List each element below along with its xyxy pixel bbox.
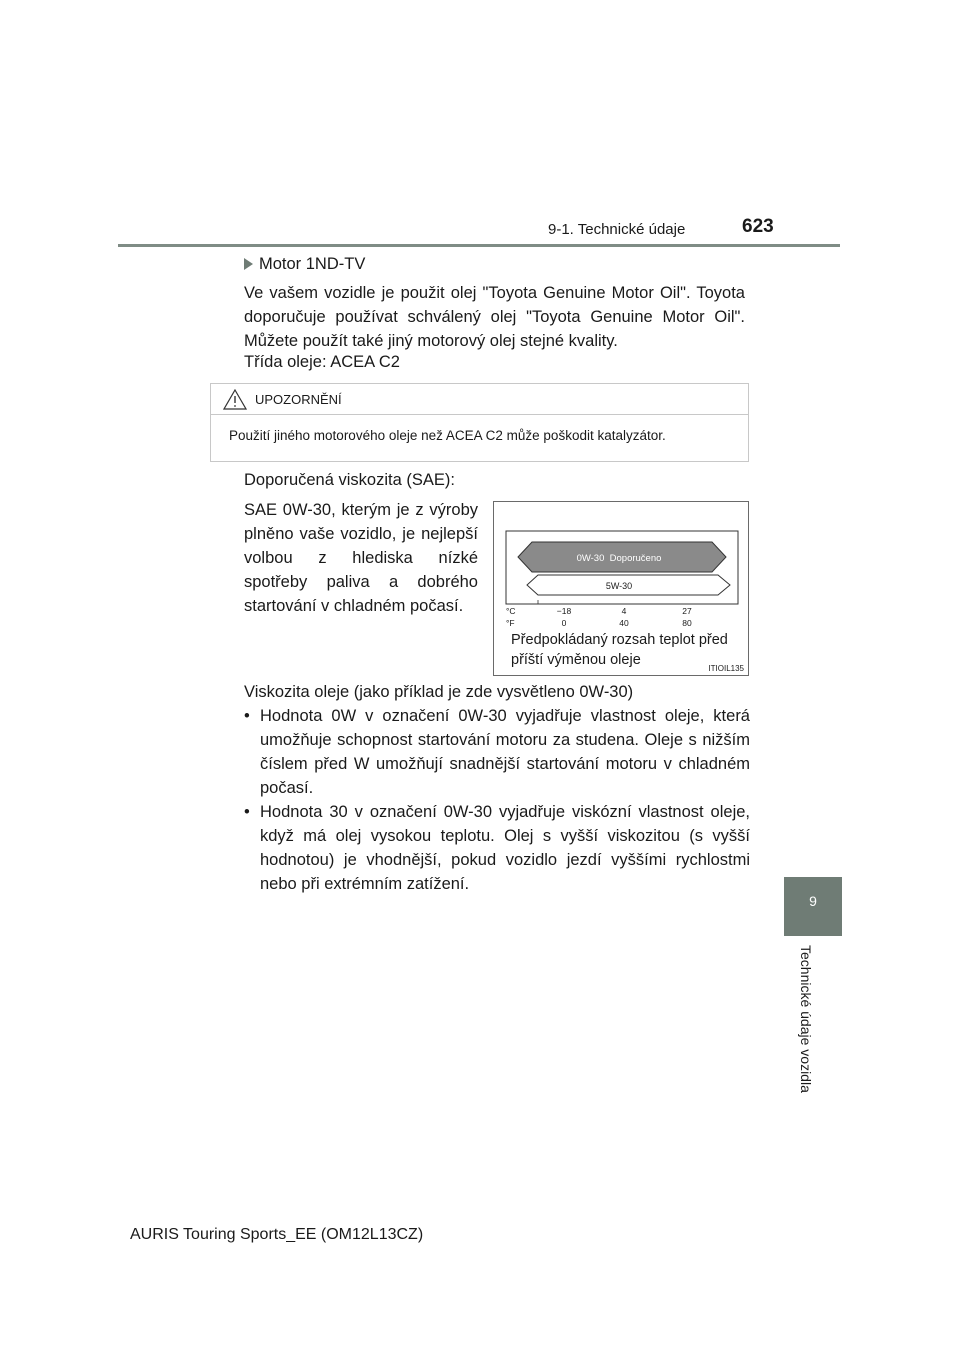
tick-f-3: 80	[682, 618, 692, 628]
bullet-text-0w: Hodnota 0W v označení 0W-30 vyjadřuje vlastnost oleje, která umožňuje schopnost startování motoru za studena. Oleje s nižším číslem před W umožňují snadnější startování motoru v chladném počasí.	[260, 707, 750, 797]
warning-triangle-icon	[223, 389, 247, 415]
caution-box	[210, 383, 749, 462]
chapter-title: Technické údaje vozidla	[798, 945, 814, 1093]
page-number: 623	[742, 216, 774, 237]
explanation-list	[244, 704, 750, 896]
caution-title: UPOZORNĚNÍ	[255, 392, 342, 407]
oil-class: Třída oleje: ACEA C2	[244, 353, 400, 371]
viscosity-paragraph: SAE 0W-30, kterým je z výroby plněno vaše vozidlo, je nejlepší volbou z hlediska nízké spotřeby paliva a dobrého startování v chladném počasí.	[244, 501, 478, 615]
list-item	[244, 800, 750, 896]
viscosity-heading: Doporučená viskozita (SAE):	[244, 471, 455, 489]
tick-f-2: 40	[619, 618, 629, 628]
example-heading: Viskozita oleje (jako příklad je zde vysvětleno 0W-30)	[244, 683, 634, 701]
chapter-number: 9	[809, 893, 817, 909]
header-divider	[118, 244, 840, 247]
figure-caption: Předpokládaný rozsah teplot před příští výměnou oleje	[511, 632, 728, 668]
triangle-bullet-icon	[244, 258, 254, 270]
caution-text: Použití jiného motorového oleje než ACEA C2 může poškodit katalyzátor.	[229, 428, 666, 443]
tick-c-1: −18	[556, 606, 572, 616]
unit-c-label: °C	[506, 606, 516, 616]
unit-f-label: °F	[506, 618, 515, 628]
figure-id: ITIOIL135	[708, 664, 744, 673]
caution-header	[211, 384, 748, 415]
bullet-dot: •	[244, 707, 250, 725]
bullet-text-30: Hodnota 30 v označení 0W-30 vyjadřuje viskózní vlastnost oleje, když má olej vysokou teplotu. Olej s vyšší viskozitou (s vyšší hodnotou) je vhodnější, pokud vozidlo jezdí vyššími rychlostmi nebo při extrémním zatížení.	[260, 803, 750, 893]
viscosity-temperature-figure	[493, 501, 749, 676]
tick-c-3: 27	[682, 606, 692, 616]
footer-model: AURIS Touring Sports_EE (OM12L13CZ)	[130, 1226, 424, 1243]
list-item	[244, 704, 750, 800]
bullet-dot: •	[244, 803, 250, 821]
section-title: 9-1. Technické údaje	[548, 221, 686, 238]
engine-heading: Motor 1ND-TV	[259, 255, 366, 273]
tick-c-2: 4	[621, 606, 627, 616]
intro-paragraph: Ve vašem vozidle je použit olej "Toyota Genuine Motor Oil". Toyota doporučuje používat schválený olej "Toyota Genuine Motor Oil". Můžete použít také jiný motorový olej stejné kvality.	[244, 284, 745, 350]
band-primary-label: 0W-30 Doporučeno	[576, 553, 662, 564]
band-secondary-label: 5W-30	[605, 581, 633, 591]
tick-f-1: 0	[561, 618, 567, 628]
